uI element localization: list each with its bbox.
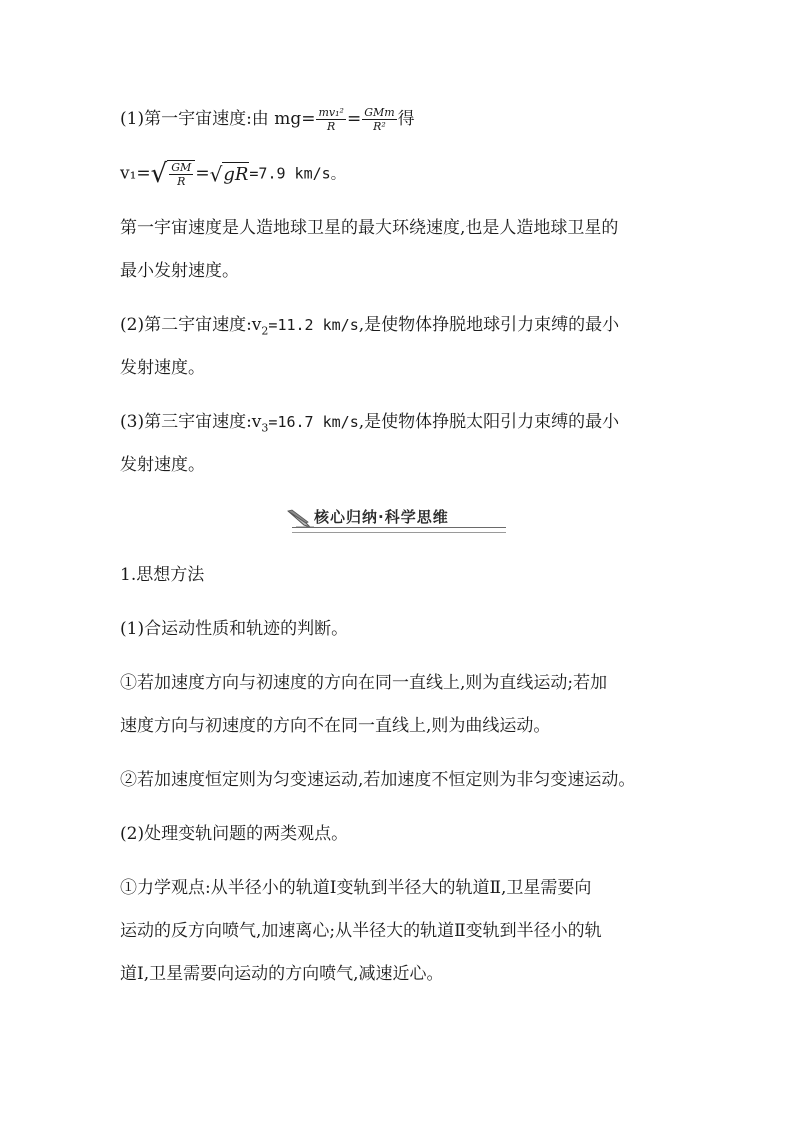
sqrt-gm-over-r: √ $\frac{GM}{R}$ xyxy=(151,160,196,188)
sec1-heading: 1.思想方法 xyxy=(120,565,205,585)
point1-line2: 速度方向与初速度的方向不在同一直线上,则为曲线运动。 xyxy=(120,716,551,736)
sqrt-gr: √gR xyxy=(209,162,249,186)
sub1-heading: (1)合运动性质和轨迹的判断。 xyxy=(120,619,349,639)
v1-equation-line xyxy=(120,160,346,188)
v1-value: =7.9 km/s。 xyxy=(249,164,346,183)
item2-line1: (2)第二宇宙速度$:v_2=11.2$ km/s,是使物体挣脱地球引力束缚的最小 xyxy=(120,315,620,338)
item1-equation-line xyxy=(120,106,415,133)
equals-sign: = xyxy=(195,163,210,184)
para1-line1: 第一宇宙速度是人造地球卫星的最大环绕速度,也是人造地球卫星的 xyxy=(120,218,619,238)
fraction-gmm-over-r2: $\frac{\text{GMm}}{\text{R²}}$ xyxy=(364,106,395,133)
item1-label: (1)第一宇宙速度:由 mg= xyxy=(120,109,316,129)
pen-icon xyxy=(286,507,316,529)
equals-sign: = xyxy=(346,109,362,129)
section-underline xyxy=(292,527,506,533)
section-banner xyxy=(286,505,508,533)
point2-line: ②若加速度恒定则为匀变速运动,若加速度不恒定则为非匀变速运动。 xyxy=(120,770,636,790)
item3-line2: 发射速度。 xyxy=(120,455,205,475)
para1-line2: 最小发射速度。 xyxy=(120,261,239,281)
fraction-mv2-over-r: $\frac{\text{mv₁²}}{R}$ xyxy=(318,106,344,133)
sub2-heading: (2)处理变轨问题的两类观点。 xyxy=(120,824,349,844)
point3-line2: 运动的反方向喷气,加速离心;从半径大的轨道Ⅱ变轨到半径小的轨 xyxy=(120,921,602,941)
section-title: 核心归纳·科学思维 xyxy=(314,508,449,526)
item3-line1: (3)第三宇宙速度$:v_3=16.7$ km/s,是使物体挣脱太阳引力束缚的最小 xyxy=(120,412,620,435)
item1-suffix: 得 xyxy=(397,109,415,129)
point3-line1: ①力学观点:从半径小的轨道Ⅰ变轨到半径大的轨道Ⅱ,卫星需要向 xyxy=(120,878,592,898)
point1-line1: ①若加速度方向与初速度的方向在同一直线上,则为直线运动;若加 xyxy=(120,673,608,693)
v1-lhs: v₁= xyxy=(120,163,151,184)
point3-line3: 道Ⅰ,卫星需要向运动的方向喷气,减速近心。 xyxy=(120,964,444,984)
item2-line2: 发射速度。 xyxy=(120,358,205,378)
